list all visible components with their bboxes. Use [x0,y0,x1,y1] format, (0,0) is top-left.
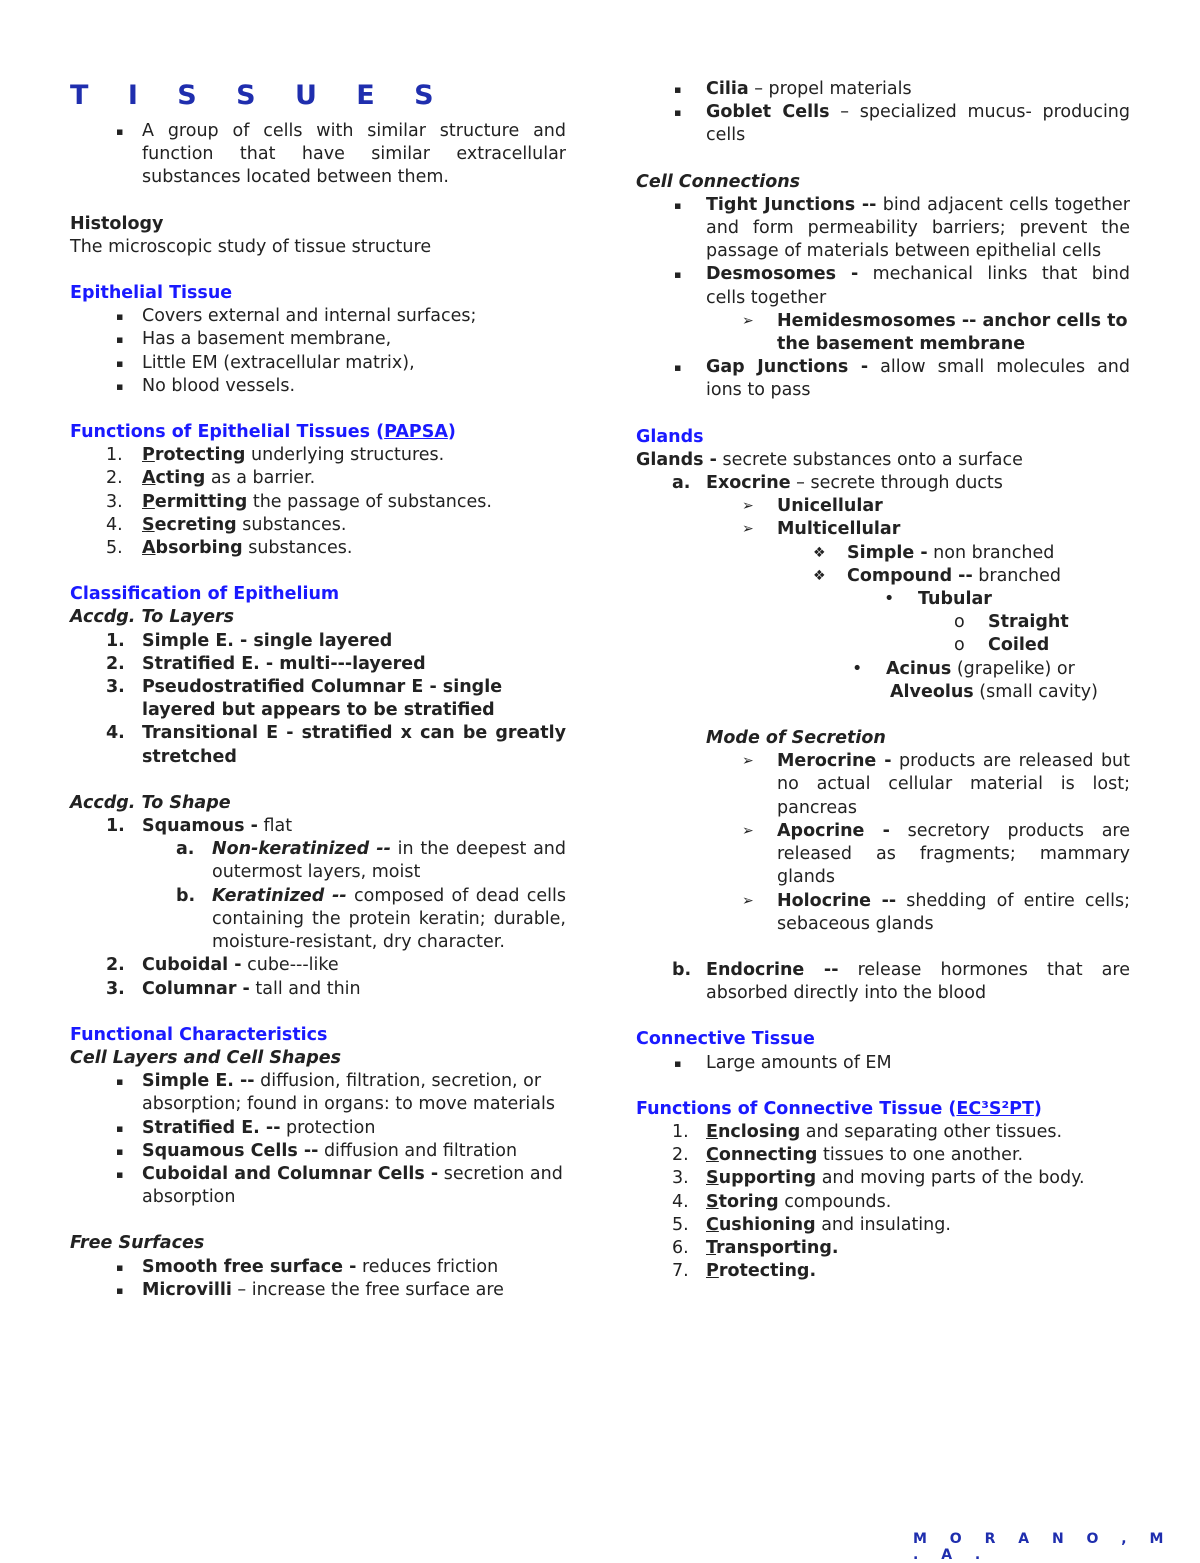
list-item: ▪ Squamous Cells -- diffusion and filtration [70,1140,566,1163]
epithelial-list [70,305,566,398]
list-item: ▪ Has a basement membrane, [70,328,566,351]
list-item: ❖ Compound -- branched [636,565,1130,588]
histology-text: The microscopic study of tissue structure [70,236,432,257]
list-item: a. Non‐keratinized -- in the deepest and outermost layers, moist [176,839,567,883]
epithelial-heading: Epithelial Tissue [70,283,233,304]
list-item: 4. Secreting substances. [106,514,347,535]
list-item: 3. Permitting the passage of substances. [106,491,492,512]
list-item: 2. Connecting tissues to one another. [672,1145,1024,1166]
list-item: b. Endocrine -- release hormones that are absorbed directly into the blood [672,959,1130,1004]
list-item: ▪ Simple E. -- diffusion, filtration, secretion, or absorption; found in organs: to move materials [116,1071,556,1115]
list-item: ➢ Hemidesmosomes -- anchor cells to the basement membrane [742,310,1128,355]
square-bullet-icon: ▪ [116,1283,124,1297]
arrow-bullet-icon: ➢ [742,498,754,515]
square-bullet-icon: ▪ [116,1144,124,1158]
list-item: o Straight [636,611,1130,634]
square-bullet-icon: ▪ [674,1056,682,1070]
list-item: ▪ Cilia – propel materials [636,78,1130,101]
list-item: ▪ Goblet Cells – specialized mucus‐ producing cells [674,102,1130,146]
list-item: • Acinus (grapelike) or Alveolus (small cavity) [852,658,1098,702]
ec3s2pt-acronym: EC³S²PT [956,1098,1034,1119]
functions-connective-heading: Functions of Connective Tissue (EC³S²PT) [636,1098,1042,1119]
layers-list [70,630,566,769]
list-item: ▪ Covers external and internal surfaces; [70,305,566,328]
connective-heading: Connective Tissue [636,1029,815,1050]
diamond-bullet-icon: ❖ [813,544,826,561]
list-item: 5. Cushioning and insulating. [672,1214,951,1235]
list-item: ▪ Cuboidal and Columnar Cells - secretion and absorption [116,1163,563,1208]
dot-bullet-icon: • [852,658,863,679]
intro-item [70,120,566,190]
list-item: ➢ Apocrine - secretory products are released as fragments; mammary glands [742,820,1130,888]
arrow-bullet-icon: ➢ [742,521,754,538]
list-item: ▪ Desmosomes - mechanical links that bind cells together [674,264,1130,308]
list-item: ➢ Merocrine - products are released but no actual cellular material is lost; pancreas [742,751,1131,818]
diamond-bullet-icon: ❖ [813,567,826,584]
list-item: 2. Acting as a barrier. [106,468,316,489]
square-bullet-icon: ▪ [674,361,682,375]
list-item: • Tubular [636,588,1130,611]
list-item: ▪ Stratified E. -- protection [70,1117,566,1140]
square-bullet-icon: ▪ [674,83,682,96]
list-item: o Coiled [636,634,1130,657]
list-item: ▪ Gap Junctions - allow small molecules and ions to pass [674,357,1130,401]
list-item: 4. Transitional E - stratified x can be greatly stretched [106,723,566,767]
square-bullet-icon: ▪ [116,1167,124,1181]
classification-heading: Classification of Epithelium [70,584,340,605]
square-bullet-icon: ▪ [116,1075,124,1089]
left-column [70,78,566,1302]
arrow-bullet-icon: ➢ [742,892,754,909]
list-item: 3. Supporting and moving parts of the body. [672,1168,1085,1189]
list-item: 1. Simple E. - single layered [106,630,393,651]
list-item: 1. Enclosing and separating other tissues. [672,1121,1063,1142]
square-bullet-icon: ▪ [116,1121,124,1135]
mode-of-secretion-heading: Mode of Secretion [706,728,886,749]
author-footer: M O R A N O , M . A . [913,1531,1173,1563]
list-item: ➢ Unicellular [636,495,1130,518]
list-item: ❖ Simple - non branched [636,542,1130,565]
shape-subheading: Accdg. To Shape [70,792,231,813]
papsa-acronym: PAPSA [384,422,448,443]
square-bullet-icon: ▪ [116,125,124,138]
list-item: ▪ Tight Junctions -- bind adjacent cells together and form permeability barriers; prevent the passage of materials between epithelial cells [674,194,1130,262]
page-title: T I S S U E S [70,80,449,111]
functional-heading: Functional Characteristics [70,1024,328,1045]
functions-epithelial-list [70,444,566,560]
list-item: a. Exocrine – secrete through ducts [672,473,1003,494]
circle-bullet-icon: o [954,635,965,656]
square-bullet-icon: ▪ [116,310,124,324]
list-item: ▪ Smooth free surface - reduces friction [70,1256,566,1279]
list-item: 4. Storing compounds. [672,1191,892,1212]
cell-connections-heading: Cell Connections [636,171,801,192]
right-column [636,78,1130,1283]
list-item: 2. Cuboidal - cube---like [106,955,339,976]
arrow-bullet-icon: ➢ [742,753,754,770]
arrow-bullet-icon: ➢ [742,822,754,839]
square-bullet-icon: ▪ [674,268,682,282]
list-item: 1. Squamous - flat [106,816,293,837]
glands-definition: Glands - secrete substances onto a surface [636,449,1023,470]
histology-heading: Histology [70,213,164,234]
list-item: 6. Transporting. [672,1237,839,1258]
list-item: ➢ Holocrine -- shedding of entire cells; sebaceous glands [742,890,1130,934]
square-bullet-icon: ▪ [674,106,682,120]
list-item: ▪ Little EM (extracellular matrix), [70,352,566,375]
square-bullet-icon: ▪ [116,1260,124,1274]
list-item: ➢ Multicellular [636,518,1130,541]
arrow-bullet-icon: ➢ [742,312,754,329]
list-item: 7. Protecting. [672,1261,817,1282]
glands-heading: Glands [636,426,704,447]
list-item: ▪ Large amounts of EM [636,1052,1130,1075]
circle-bullet-icon: o [954,612,965,633]
list-item: ▪ No blood vessels. [70,375,566,398]
free-surfaces-subheading: Free Surfaces [70,1233,205,1254]
square-bullet-icon: ▪ [116,356,124,370]
list-item: ▪ Microvilli – increase the free surface are [70,1279,566,1302]
list-item: 3. Pseudostratified Columnar E - single layered but appears to be stratified [106,677,503,721]
list-item: 5. Absorbing substances. [106,538,353,559]
functions-epithelial-heading: Functions of Epithelial Tissues (PAPSA) [70,422,456,443]
list-item: 3. Columnar - tall and thin [106,978,361,999]
list-item: 1. Protecting underlying structures. [106,445,445,466]
square-bullet-icon: ▪ [116,379,124,393]
dot-bullet-icon: • [884,589,895,610]
cell-layers-subheading: Cell Layers and Cell Shapes [70,1047,342,1068]
layers-subheading: Accdg. To Layers [70,607,235,628]
square-bullet-icon: ▪ [116,333,124,347]
list-item: b. Keratinized -- composed of dead cells containing the protein keratin; durable, moisture‐resistant, dry character. [176,885,566,953]
square-bullet-icon: ▪ [674,198,682,212]
intro-text: A group of cells with similar structure and function that have similar extracellular substances located between them. [142,121,566,188]
list-item: 2. Stratified E. - multi---layered [106,653,426,674]
